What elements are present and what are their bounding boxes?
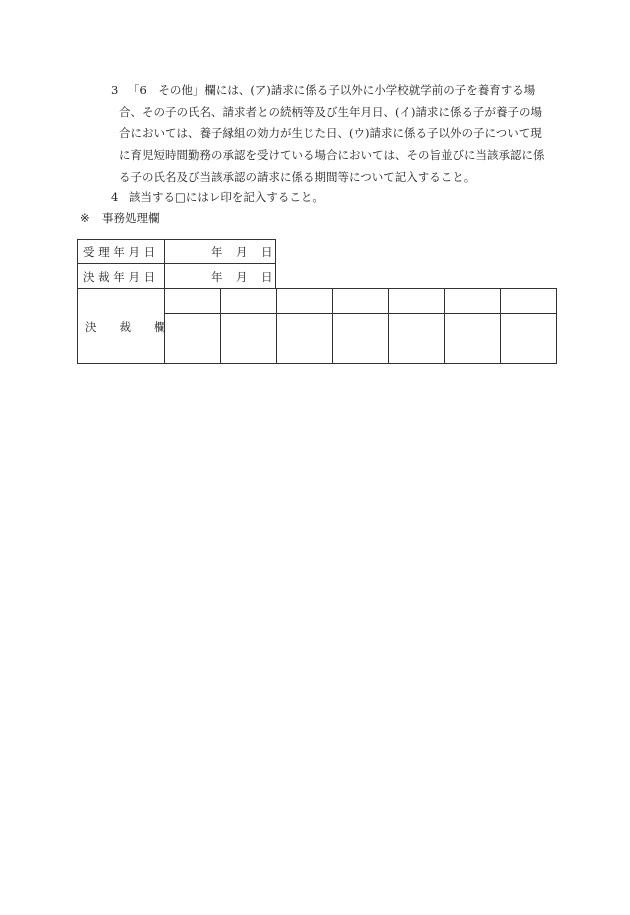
- note-3-line-5: る子の氏名及び当該承認の請求に係る期間等について記入すること。: [119, 169, 476, 184]
- decision-column-label: 決 裁 欄: [85, 320, 166, 334]
- note-4-text: 該当する□にはレ印を記入すること。: [129, 190, 324, 204]
- note-3-line-3: 合においては、養子縁組の効力が生じた日、(ウ)請求に係る子以外の子について現: [119, 126, 542, 141]
- decision-day-unit: 日: [261, 270, 273, 284]
- decision-col-divider: [332, 288, 333, 364]
- decision-col-divider: [444, 288, 445, 364]
- decision-col-divider: [220, 288, 221, 364]
- office-processing-title: 事務処理欄: [102, 211, 160, 225]
- note-3-number: 3: [111, 83, 119, 97]
- office-processing-heading: [80, 208, 160, 229]
- table-row-divider: [77, 288, 557, 289]
- table-col-divider: [275, 239, 276, 289]
- decision-year-unit: 年: [211, 270, 223, 284]
- note-3-text: [119, 80, 569, 188]
- reference-mark: ※: [80, 211, 90, 225]
- received-date-label: 受 理 年 月 日: [83, 245, 156, 259]
- decision-date-label: 決 裁 年 月 日: [83, 270, 156, 284]
- decision-col-divider: [276, 288, 277, 364]
- table-row-divider: [164, 313, 557, 314]
- decision-month-unit: 月: [236, 270, 248, 284]
- table-border-bottom: [77, 363, 557, 364]
- table-border-left: [77, 239, 78, 364]
- received-month-unit: 月: [236, 245, 248, 259]
- table-border-top-left: [77, 239, 276, 240]
- table-border-right: [556, 288, 557, 364]
- decision-col-divider: [500, 288, 501, 364]
- decision-col-divider: [388, 288, 389, 364]
- table-row-divider: [77, 263, 276, 264]
- note-3-line-2: 合、その子の氏名、請求者との続柄等及び生年月日、(イ)請求に係る子が養子の場: [119, 104, 542, 119]
- received-year-unit: 年: [211, 245, 223, 259]
- table-col-divider: [164, 239, 165, 364]
- office-processing-table: [77, 239, 557, 364]
- note-3-line-1: 「6 その他」欄には、(ア)請求に係る子以外に小学校就学前の子を養育する場: [128, 83, 536, 97]
- received-day-unit: 日: [261, 245, 273, 259]
- note-3-line-4: に育児短時間勤務の承認を受けている場合においては、その旨並びに当該承認に係: [119, 148, 545, 163]
- note-4-number: 4: [111, 190, 119, 204]
